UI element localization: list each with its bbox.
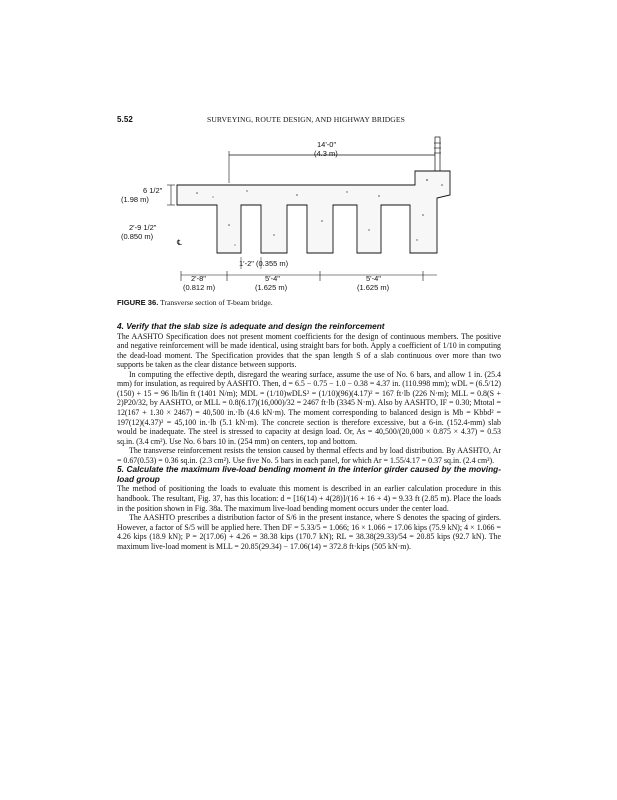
bottom-dim-1: 2'-8" — [191, 274, 206, 283]
running-head: SURVEYING, ROUTE DESIGN, AND HIGHWAY BRIDGES — [207, 115, 405, 124]
t-beam-section-drawing — [117, 135, 500, 305]
page-header — [117, 115, 500, 129]
slab-thickness-metric: (1.98 m) — [121, 195, 149, 204]
step-5-paragraph-2: The AASHTO prescribes a distribution factor of S/6 in the present instance, where S denotes the spacing of girders. However, a factor of S/5 will be applied here. Then DF = 5.33/5 = 1.066; 16 × 1.066 = 17.06 kips (75.9 kN); 4 × 1.066 = 4.26 kips (18.9 kN); P = 2(17.06) + 4.26 = 38.38 kips (170.7 kN); RL = 38.38(29.33)/54 = 20.85 kips (92.7 kN). The maximum live-load moment is MLL = 20.85(29.34) − 17.06(14) = 372.8 ft·kips (505 kN·m). — [117, 513, 501, 551]
step-4-heading: 4. Verify that the slab size is adequate and design the reinforcement — [117, 321, 385, 331]
bottom-dim-1-metric: (0.812 m) — [183, 283, 216, 292]
bottom-dim-2-metric: (1.625 m) — [255, 283, 288, 292]
bottom-dim-3: 5'-4" — [366, 274, 381, 283]
top-dim-metric: (4.3 m) — [314, 149, 338, 158]
web-width-label: 1'-2" (0.355 m) — [239, 259, 289, 268]
step-4-paragraph-2: In computing the effective depth, disregard the wearing surface, assume the use of No. 6 bars, and allow 1 in. (25.4 mm) for insulation, as required by AASHTO. Then, d = 6.5 − 0.75 − 1.0 − 0.38 = 4.37 in. (110.998 mm); wDL = (6.5/12)(150) + 15 = 96 lb/lin ft (1401 N/m); MDL = (1/10)wDLS² = (1/10)(96)(4.17)² = 167 ft·lb (226 N·m); MLL = 0.8(S + 2)P20/32, by AASHTO, or MLL = 0.8(6.17)(16,000)/32 = 2467 ft·lb (3345 N·m). Also by AASHTO, IF = 0.30; Mtotal = 12(167 + 1.30 × 2467) = 40,500 in.·lb (4.6 kN·m). The moment corresponding to balanced design is Mb = Kbbd² = 197(12)(4.37)² = 45,100 in.·lb (5.1 kN·m). The concrete section is therefore excessive, but a 6-in. (152.4-mm) slab would be inadequate. The steel is stressed to capacity at design load. Or, As = 40,500/(20,000 × 0.875 × 4.37) = 0.53 sq.in. (3.4 cm²). Use No. 6 bars 10 in. (254 mm) on centers, top and bottom. — [117, 369, 501, 446]
t-beam-figure — [117, 135, 500, 305]
step-5-paragraph-1: The method of positioning the loads to evaluate this moment is described in an earlier calculation procedure in this handbook. The resultant, Fig. 37, has this location: d = [16(14) + 4(28)]/(16 + 16 + 4) = 9.33 ft (2.85 m). Place the loads in the position shown in Fig. 38a. The maximum live-load bending moment occurs under the center load. — [117, 484, 501, 513]
bottom-dim-3-metric: (1.625 m) — [357, 283, 390, 292]
figure-caption — [117, 298, 273, 307]
top-dim-label: 14'-0" — [317, 140, 337, 149]
girder-depth-metric: (0.850 m) — [121, 232, 154, 241]
figure-number: FIGURE 36. — [117, 298, 159, 307]
page-number: 5.52 — [117, 115, 133, 124]
step-4-paragraph-3: The transverse reinforcement resists the tension caused by thermal effects and by load distribution. By AASHTO, Ar = 0.67(0.53) = 0.36 sq.in. (2.3 cm²). Use five No. 5 bars in each panel, for which Ar = 1.55/4.17 = 0.37 sq.in. (2.4 cm²). — [117, 446, 501, 465]
step-4-paragraph-1: The AASHTO Specification does not present moment coefficients for the design of continuous members. The positive and negative reinforcement will be made identical, using straight bars for both. Apply a coefficient of 1/10 in computing the dead-load moment. The Specification provides that the span length S of a slab continuous over more than two supports be taken as the clear distance between supports. — [117, 331, 501, 370]
body-text — [117, 322, 501, 551]
girder-depth-label: 2'-9 1/2" — [129, 223, 157, 232]
step-5-heading: 5. Calculate the maximum live-load bending moment in the interior girder caused by the moving-load group — [117, 464, 501, 484]
bottom-dim-2: 5'-4" — [265, 274, 280, 283]
figure-caption-text: Transverse section of T-beam bridge. — [160, 298, 273, 307]
slab-thickness-label: 6 1/2" — [143, 186, 163, 195]
centerline-symbol: ℄ — [177, 238, 182, 247]
slab-and-girders — [177, 171, 450, 253]
